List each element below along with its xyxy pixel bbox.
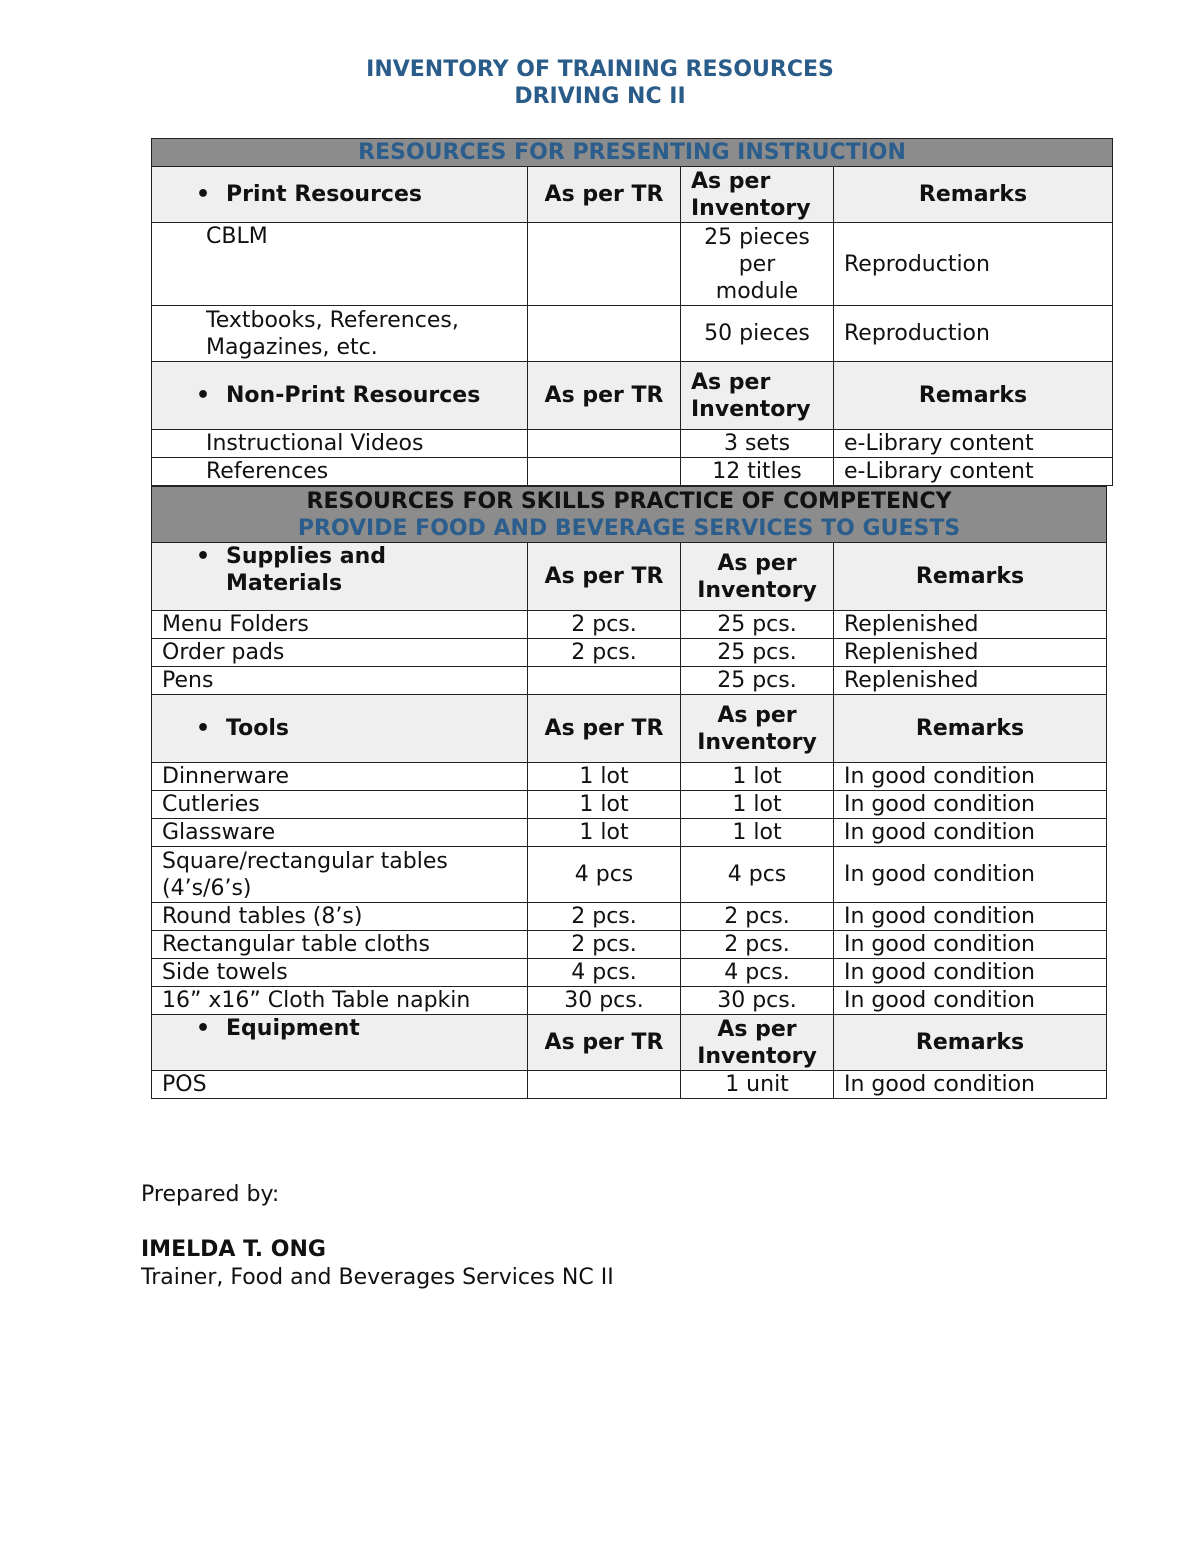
item-cell: Square/rectangular tables (4’s/6’s) (152, 847, 528, 903)
item-cell: Glassware (152, 819, 528, 847)
tr-cell: 2 pcs. (528, 931, 681, 959)
tr-cell: 1 lot (528, 763, 681, 791)
remarks-cell: In good condition (834, 847, 1107, 903)
tr-cell (528, 1071, 681, 1099)
table-row (152, 819, 1107, 847)
category-header (152, 695, 1107, 763)
col-as-per-inventory: As per Inventory (681, 1015, 834, 1071)
item-cell: Side towels (152, 959, 528, 987)
table-row (152, 987, 1107, 1015)
tr-cell (528, 223, 681, 306)
remarks-cell: In good condition (834, 763, 1107, 791)
col-as-per-inventory: As per Inventory (681, 543, 834, 611)
item-cell: References (152, 458, 528, 486)
col-as-per-inventory: As per Inventory (681, 695, 834, 763)
col-as-per-inventory: As per Inventory (681, 167, 834, 223)
tr-cell (528, 458, 681, 486)
col-remarks: Remarks (834, 167, 1113, 223)
item-cell: 16” x16” Cloth Table napkin (152, 987, 528, 1015)
table-row (152, 903, 1107, 931)
category-label: • Print Resources (152, 167, 528, 223)
table-row (152, 959, 1107, 987)
bullet-icon: • (196, 544, 211, 569)
section-band (152, 487, 1107, 543)
inventory-cell: 4 pcs (681, 847, 834, 903)
category-label: • Supplies and Materials (152, 543, 528, 611)
bullet-icon: • (196, 716, 211, 741)
table-row (152, 611, 1107, 639)
category-label: • Tools (152, 695, 528, 763)
tr-cell (528, 667, 681, 695)
table-row (152, 791, 1107, 819)
skills-resources-table (151, 486, 1107, 1099)
section-title-line2: PROVIDE FOOD AND BEVERAGE SERVICES TO GUESTS (297, 515, 961, 541)
col-as-per-tr: As per TR (528, 695, 681, 763)
bullet-icon: • (196, 1016, 211, 1041)
tr-cell: 1 lot (528, 791, 681, 819)
table-row (152, 306, 1113, 362)
remarks-cell: e-Library content (834, 430, 1113, 458)
table-row (152, 430, 1113, 458)
tr-cell: 2 pcs. (528, 611, 681, 639)
remarks-cell: In good condition (834, 931, 1107, 959)
remarks-cell: Reproduction (834, 306, 1113, 362)
item-cell: Dinnerware (152, 763, 528, 791)
col-as-per-tr: As per TR (528, 543, 681, 611)
category-header (152, 1015, 1107, 1071)
col-remarks: Remarks (834, 1015, 1107, 1071)
item-cell: Cutleries (152, 791, 528, 819)
item-cell: Instructional Videos (152, 430, 528, 458)
inventory-cell: 1 lot (681, 791, 834, 819)
section-title-line1: RESOURCES FOR SKILLS PRACTICE OF COMPETENCY (306, 488, 952, 514)
presenting-resources-table (151, 138, 1113, 486)
tr-cell (528, 430, 681, 458)
inventory-cell: 3 sets (681, 430, 834, 458)
item-cell: Menu Folders (152, 611, 528, 639)
table-row (152, 223, 1113, 306)
inventory-cell: 1 lot (681, 819, 834, 847)
category-label: • Non-Print Resources (152, 362, 528, 430)
tr-cell: 4 pcs (528, 847, 681, 903)
col-as-per-tr: As per TR (528, 1015, 681, 1071)
remarks-cell: Replenished (834, 611, 1107, 639)
tr-cell (528, 306, 681, 362)
remarks-cell: Reproduction (834, 223, 1113, 306)
col-remarks: Remarks (834, 695, 1107, 763)
inventory-cell: 25 pcs. (681, 667, 834, 695)
inventory-cell: 1 unit (681, 1071, 834, 1099)
col-remarks: Remarks (834, 543, 1107, 611)
remarks-cell: Replenished (834, 667, 1107, 695)
section-title: RESOURCES FOR PRESENTING INSTRUCTION (152, 139, 1113, 167)
col-as-per-tr: As per TR (528, 362, 681, 430)
item-cell: Order pads (152, 639, 528, 667)
category-header (152, 543, 1107, 611)
remarks-cell: In good condition (834, 791, 1107, 819)
tr-cell: 1 lot (528, 819, 681, 847)
inventory-cell: 50 pieces (681, 306, 834, 362)
col-as-per-inventory: As per Inventory (681, 362, 834, 430)
preparer-position: Trainer, Food and Beverages Services NC II (141, 1265, 614, 1290)
table-row (152, 1071, 1107, 1099)
table-row (152, 667, 1107, 695)
item-cell: POS (152, 1071, 528, 1099)
remarks-cell: In good condition (834, 987, 1107, 1015)
item-cell: Pens (152, 667, 528, 695)
remarks-cell: Replenished (834, 639, 1107, 667)
table-row (152, 931, 1107, 959)
document-subtitle: DRIVING NC II (514, 84, 686, 109)
item-cell: CBLM (152, 223, 528, 306)
category-header (152, 362, 1113, 430)
col-remarks: Remarks (834, 362, 1113, 430)
inventory-cell: 12 titles (681, 458, 834, 486)
remarks-cell: e-Library content (834, 458, 1113, 486)
tr-cell: 2 pcs. (528, 903, 681, 931)
inventory-cell: 4 pcs. (681, 959, 834, 987)
table-row (152, 763, 1107, 791)
section-title (152, 487, 1107, 543)
item-cell: Round tables (8’s) (152, 903, 528, 931)
table-row (152, 847, 1107, 903)
inventory-cell: 30 pcs. (681, 987, 834, 1015)
bullet-icon: • (196, 182, 211, 207)
inventory-cell: 2 pcs. (681, 931, 834, 959)
preparer-name: IMELDA T. ONG (141, 1237, 326, 1262)
remarks-cell: In good condition (834, 903, 1107, 931)
item-cell: Rectangular table cloths (152, 931, 528, 959)
remarks-cell: In good condition (834, 959, 1107, 987)
section-band (152, 139, 1113, 167)
remarks-cell: In good condition (834, 1071, 1107, 1099)
inventory-cell: 1 lot (681, 763, 834, 791)
document-title: INVENTORY OF TRAINING RESOURCES (366, 57, 834, 82)
tr-cell: 4 pcs. (528, 959, 681, 987)
category-header (152, 167, 1113, 223)
remarks-cell: In good condition (834, 819, 1107, 847)
inventory-cell: 25 pieces per module (681, 223, 834, 306)
table-row (152, 458, 1113, 486)
table-row (152, 639, 1107, 667)
col-as-per-tr: As per TR (528, 167, 681, 223)
inventory-cell: 25 pcs. (681, 639, 834, 667)
bullet-icon: • (196, 383, 211, 408)
category-label: • Equipment (152, 1015, 528, 1071)
tr-cell: 2 pcs. (528, 639, 681, 667)
inventory-cell: 25 pcs. (681, 611, 834, 639)
tr-cell: 30 pcs. (528, 987, 681, 1015)
item-cell: Textbooks, References, Magazines, etc. (152, 306, 528, 362)
prepared-by-label: Prepared by: (141, 1182, 280, 1207)
inventory-cell: 2 pcs. (681, 903, 834, 931)
